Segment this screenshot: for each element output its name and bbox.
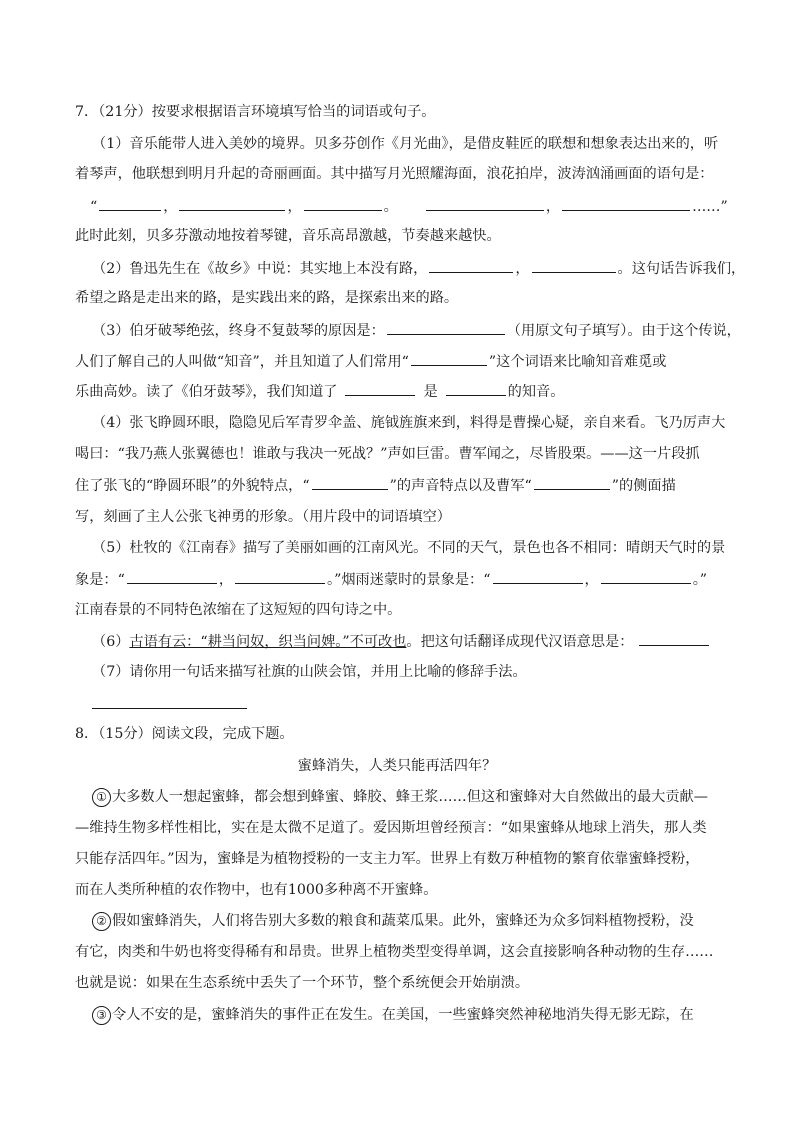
- text: 假如蜜蜂消失，人们将告别大多数的粮食和蔬菜瓜果。此外，蜜蜂还为众多饲料植物授粉，没: [112, 913, 694, 929]
- quote-open: “: [90, 199, 98, 215]
- p1-line1: [92, 787, 708, 807]
- text: 。这句话告诉我们，: [617, 261, 746, 277]
- q7-s2-line2: 希望之路是走出来的路，是实践出来的路，是探索出来的路。: [75, 290, 459, 306]
- blank-11[interactable]: [446, 381, 506, 396]
- text: 住了张飞的“睁圆环眼”的外貌特点，“: [75, 478, 310, 494]
- text: ”的声音特点以及曹军“: [389, 478, 532, 494]
- q7-s2-line1: [92, 258, 745, 279]
- blank-7[interactable]: [532, 258, 616, 273]
- p2-line1: [92, 911, 694, 931]
- sep: ，: [218, 572, 234, 588]
- p1-line4: 而在人类所种植的农作物中，也有1000多种离不开蜜蜂。: [75, 882, 438, 898]
- paragraph-number: ②: [92, 912, 111, 931]
- blank-13[interactable]: [534, 475, 610, 490]
- blank-12[interactable]: [312, 475, 388, 490]
- sep: ，: [287, 199, 302, 215]
- p2-line3: 也就是说：如果在生态系统中丢失了一个环节，整个系统便会开始崩溃。: [75, 975, 530, 991]
- blank-1[interactable]: [99, 196, 161, 211]
- text: （6）: [92, 634, 130, 650]
- q7-header: 7．（21分）按要求根据语言环境填写恰当的词语或句子。: [75, 104, 436, 120]
- q7-s4-line2: 喝曰：“我乃燕人张翼德也！谁敢与我决一死战？”声如巨雷。曹军闻之，尽皆股栗。——这一片段抓: [75, 446, 700, 462]
- blank-6[interactable]: [429, 258, 513, 273]
- q7-s5-line2: [75, 569, 707, 590]
- p3-line1: [92, 1005, 694, 1025]
- blank-4[interactable]: [426, 196, 544, 211]
- q7-s1-line2: 着琴声，他联想到明月升起的奇丽画面。其中描写月光照耀海面，浪花拍岸，波涛汹涌画面的语句是：: [75, 166, 714, 182]
- blank-17[interactable]: [601, 569, 691, 584]
- p1-line2: —维持生物多样性相比，实在是太微不足道了。爱因斯坦曾经预言：“如果蜜蜂从地球上消失，那人类: [75, 820, 707, 836]
- paragraph-number: ③: [92, 1006, 111, 1025]
- p1-line3: 只能存活四年。”因为，蜜蜂是为植物授粉的一支主力军。世界上有数万种植物的繁育依靠蜜蜂授粉，: [75, 851, 700, 867]
- text: 大多数人一想起蜜蜂，都会想到蜂蜜、蜂胶、蜂王浆……但这和蜜蜂对大自然做出的最大贡献—: [112, 789, 708, 805]
- q7-s5-line1: （5）杜牧的《江南春》描写了美丽如画的江南风光。不同的天气，景色也各不相同：晴朗天气时的景: [92, 540, 726, 556]
- q7-s3-line3: [75, 381, 564, 402]
- q8-header: 8．（15分）阅读文段，完成下题。: [75, 726, 294, 742]
- blank-14[interactable]: [127, 569, 217, 584]
- q7-s4-line1: （4）张飞睁圆环眼，隐隐见后军青罗伞盖、旄钺旌旗来到，料得是曹操心疑，亲自来看。飞乃厉声大: [92, 415, 726, 431]
- sep: ，: [545, 199, 561, 215]
- blank-9[interactable]: [411, 351, 487, 366]
- text: （2）鲁迅先生在《故乡》中说：其实地上本没有路，: [92, 261, 428, 277]
- paragraph-number: ①: [92, 788, 111, 807]
- sep: ，: [163, 199, 178, 215]
- text: ”这个词语来比喻知音难觅或: [488, 354, 667, 370]
- q7-s3-line2: [75, 351, 666, 372]
- sep: ，: [515, 261, 530, 277]
- text: 令人不安的是，蜜蜂消失的事件正在发生。在美国，一些蜜蜂突然神秘地消失得无影无踪，在: [112, 1007, 694, 1023]
- q7-s1-line1: （1）音乐能带人进入美妙的境界。贝多芬创作《月光曲》，是借皮鞋匠的联想和想象表达出来的，听: [92, 136, 719, 152]
- underlined-quote: 古语有云：“耕当问奴，织当问婢。”不可改也: [129, 634, 407, 650]
- text: 是: [423, 384, 438, 400]
- text: （用原文句子填写）。由于这个传说，: [506, 323, 741, 339]
- q7-s6-line: [92, 631, 711, 652]
- p2-line2: 有它，肉类和牛奶也将变得稀有和昂贵。世界上植物类型变得单调，这会直接影响各种动物的生存……: [75, 944, 714, 960]
- sep: ，: [584, 572, 599, 588]
- q7-s1-line3: [90, 196, 728, 217]
- text: 。把这句话翻译成现代汉语意思是：: [406, 634, 634, 650]
- text: 的知音。: [507, 384, 565, 400]
- blank-16[interactable]: [493, 569, 583, 584]
- blank-5[interactable]: [562, 196, 690, 211]
- text: 乐曲高妙。读了《伯牙鼓琴》，我们知道了: [75, 384, 338, 400]
- article-title: 蜜蜂消失，人类只能再活四年？: [297, 758, 497, 774]
- q7-s3-line1: [92, 320, 741, 341]
- blank-10[interactable]: [345, 381, 415, 396]
- q7-s5-line3: 江南春景的不同特色浓缩在了这短短的四句诗之中。: [75, 602, 402, 618]
- blank-2[interactable]: [179, 196, 285, 211]
- q7-s4-line4: 写，刻画了主人公张飞神勇的形象。（用片段中的词语填空）: [75, 509, 451, 525]
- text: 。”烟雨迷蒙时的景象是：“: [327, 572, 491, 588]
- text: 。”: [692, 572, 708, 588]
- blank-3[interactable]: [304, 196, 382, 211]
- text: ”的侧面描: [611, 478, 676, 494]
- answer-line[interactable]: [92, 708, 247, 709]
- blank-15[interactable]: [235, 569, 325, 584]
- q7-s1-line4: 此时此刻，贝多芬激动地按着琴键，音乐高昂激越，节奏越来越快。: [75, 228, 501, 244]
- quote-close: ……”: [692, 199, 728, 215]
- q7-s4-line3: [75, 475, 676, 496]
- blank-8[interactable]: [387, 320, 505, 335]
- q7-s7-line: （7）请你用一句话来描写社旗的山陕会馆，并用上比喻的修辞手法。: [92, 664, 527, 680]
- text: 象是：“: [75, 572, 125, 588]
- blank-18[interactable]: [639, 631, 709, 646]
- text: 人们了解自己的人叫做“知音”，并且知道了人们常用“: [75, 354, 409, 370]
- sep: 。: [383, 199, 398, 215]
- text: （3）伯牙破琴绝弦，终身不复鼓琴的原因是：: [92, 323, 385, 339]
